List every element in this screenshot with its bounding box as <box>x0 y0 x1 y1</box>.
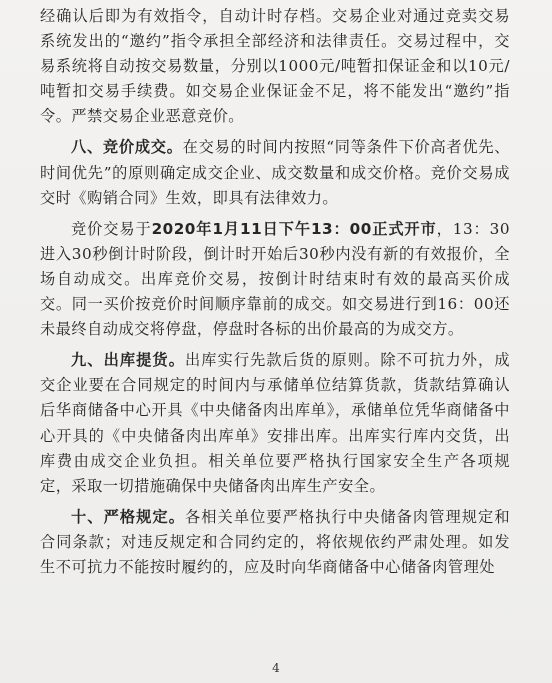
document-body <box>40 4 510 580</box>
section-heading-8: 八、竞价成交。 <box>71 138 183 157</box>
paragraph-text-after: ，13：30进入30秒倒计时阶段，倒计时开始后30秒内没有新的有效报价，全场自动成交。出库竞价交易，按倒计时结束时有效的最高买价成交。同一买价按竞价时间顺序靠前的成交。如交易进行到16：00还未最终自动成交将停盘，停盘时各标的出价最高的为成交方。 <box>40 219 510 339</box>
paragraph-section-9 <box>40 348 510 499</box>
section-heading-10: 十、严格规定。 <box>71 507 185 526</box>
paragraph-text-before: 竞价交易于 <box>71 219 152 238</box>
paragraph-text: 经确认后即为有效指令，自动计时存档。交易企业对通过竞卖交易系统发出的“邀约”指令承担全部经济和法律责任。交易过程中，交易系统将自动按交易数量，分别以1000元/吨暂扣保证金和以10元/吨暂扣交易手续费。如交易企业保证金不足，将不能发出“邀约”指令。严禁交易企业恶意竞价。 <box>40 7 510 126</box>
opening-time-bold: 2020年1月11日下午13：00正式开市 <box>151 219 437 238</box>
paragraph-section-10 <box>40 505 510 580</box>
paragraph-continuation <box>40 4 510 129</box>
paragraph-section-8-detail <box>40 217 510 342</box>
page-number: 4 <box>272 661 280 675</box>
paragraph-section-8 <box>40 135 510 210</box>
paragraph-text: 在交易的时间内按照“同等条件下价高者优先、时间优先”的原则确定成交企业、成交数量和成交价格。竞价交易成交时《购销合同》生效，即具有法律效力。 <box>40 138 510 207</box>
section-heading-9: 九、出库提货。 <box>71 351 185 370</box>
paragraph-text: 出库实行先款后货的原则。除不可抗力外，成交企业要在合同规定的时间内与承储单位结算货款，货款结算确认后华商储备中心开具《中央储备肉出库单》，承储单位凭华商储备中心开具的《中央储备肉出库单》安排出库。出库实行库内交货，出库费由成交企业负担。相关单位要严格执行国家安全生产各项规定，采取一切措施确保中央储备肉出库生产安全。 <box>40 351 510 495</box>
paragraph-text: 各相关单位要严格执行中央储备肉管理规定和合同条款；对违反规定和合同约定的，将依规依约严肃处理。如发生不可抗力不能按时履约的，应及时向华商储备中心储备肉管理处 <box>40 507 510 576</box>
